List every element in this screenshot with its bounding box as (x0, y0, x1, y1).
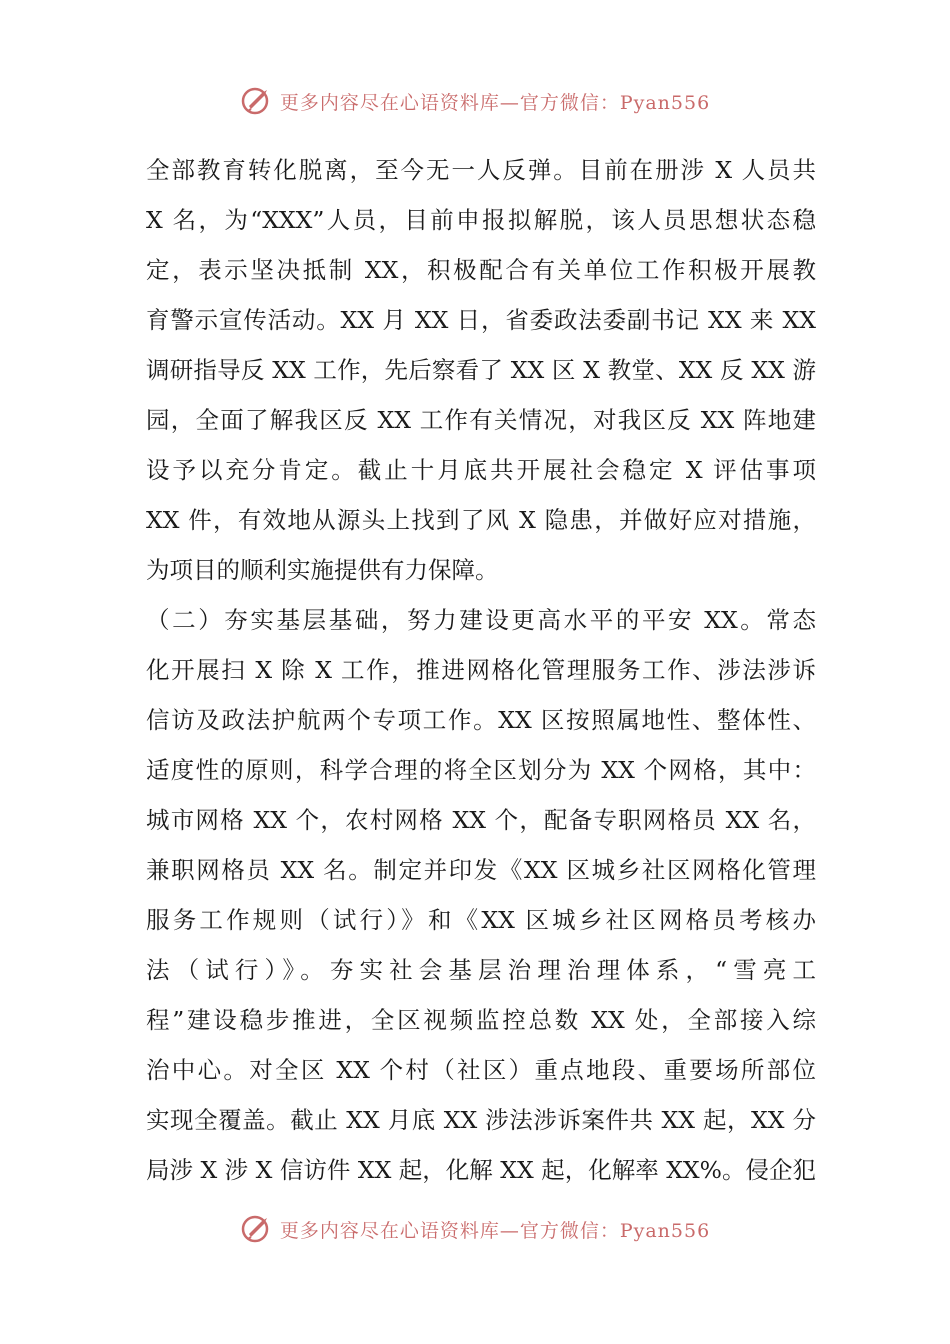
text-line: 法（试行）》。夯实社会基层治理治理体系，“雪亮工 (146, 956, 816, 984)
text-line: 程”建设稳步推进，全区视频监控总数 XX 处，全部接入综 (146, 1006, 816, 1034)
watermark-text: 更多内容尽在心语资料库—官方微信：Pyan556 (279, 91, 711, 114)
text-line: 设予以充分肯定。截止十月底共开展社会稳定 X 评估事项 (146, 456, 816, 484)
pen-logo-icon (240, 1212, 274, 1246)
text-line: 化开展扫 X 除 X 工作，推进网格化管理服务工作、涉法涉诉 (146, 656, 816, 684)
text-line: 全部教育转化脱离，至今无一人反弹。目前在册涉 X 人员共 (146, 156, 816, 184)
text-line: 园，全面了解我区反 XX 工作有关情况，对我区反 XX 阵地建 (146, 406, 816, 434)
text-line: X 名，为“XXX”人员，目前申报拟解脱，该人员思想状态稳 (146, 206, 816, 234)
text-line: 调研指导反 XX 工作，先后察看了 XX 区 X 教堂、XX 反 XX 游 (146, 356, 816, 384)
watermark-text: 更多内容尽在心语资料库—官方微信：Pyan556 (279, 1219, 711, 1242)
text-line: 城市网格 XX 个，农村网格 XX 个，配备专职网格员 XX 名， (146, 806, 816, 834)
text-line: XX 件，有效地从源头上找到了风 X 隐患，并做好应对措施， (146, 506, 816, 534)
text-line: 育警示宣传活动。XX 月 XX 日，省委政法委副书记 XX 来 XX (146, 306, 816, 334)
text-line: 信访及政法护航两个专项工作。XX 区按照属地性、整体性、 (146, 706, 816, 734)
text-line: 为项目的顺利实施提供有力保障。 (146, 556, 499, 584)
text-line: 局涉 X 涉 X 信访件 XX 起，化解 XX 起，化解率 XX%。侵企犯 (146, 1156, 816, 1184)
text-line: 服务工作规则（试行）》和《XX 区城乡社区网格员考核办 (146, 906, 816, 934)
text-line: 实现全覆盖。截止 XX 月底 XX 涉法涉诉案件共 XX 起，XX 分 (146, 1106, 816, 1134)
text-line: 定，表示坚决抵制 XX，积极配合有关单位工作积极开展教 (146, 256, 816, 284)
footer-watermark (0, 1212, 950, 1246)
text-line: （二）夯实基层基础，努力建设更高水平的平安 XX。常态 (146, 606, 816, 634)
text-line: 治中心。对全区 XX 个村（社区）重点地段、重要场所部位 (146, 1056, 816, 1084)
header-watermark (0, 84, 950, 118)
document-body (146, 145, 816, 1195)
pen-logo-icon (240, 84, 274, 118)
text-line: 兼职网格员 XX 名。制定并印发《XX 区城乡社区网格化管理 (146, 856, 816, 884)
text-line: 适度性的原则，科学合理的将全区划分为 XX 个网格，其中： (146, 756, 816, 784)
